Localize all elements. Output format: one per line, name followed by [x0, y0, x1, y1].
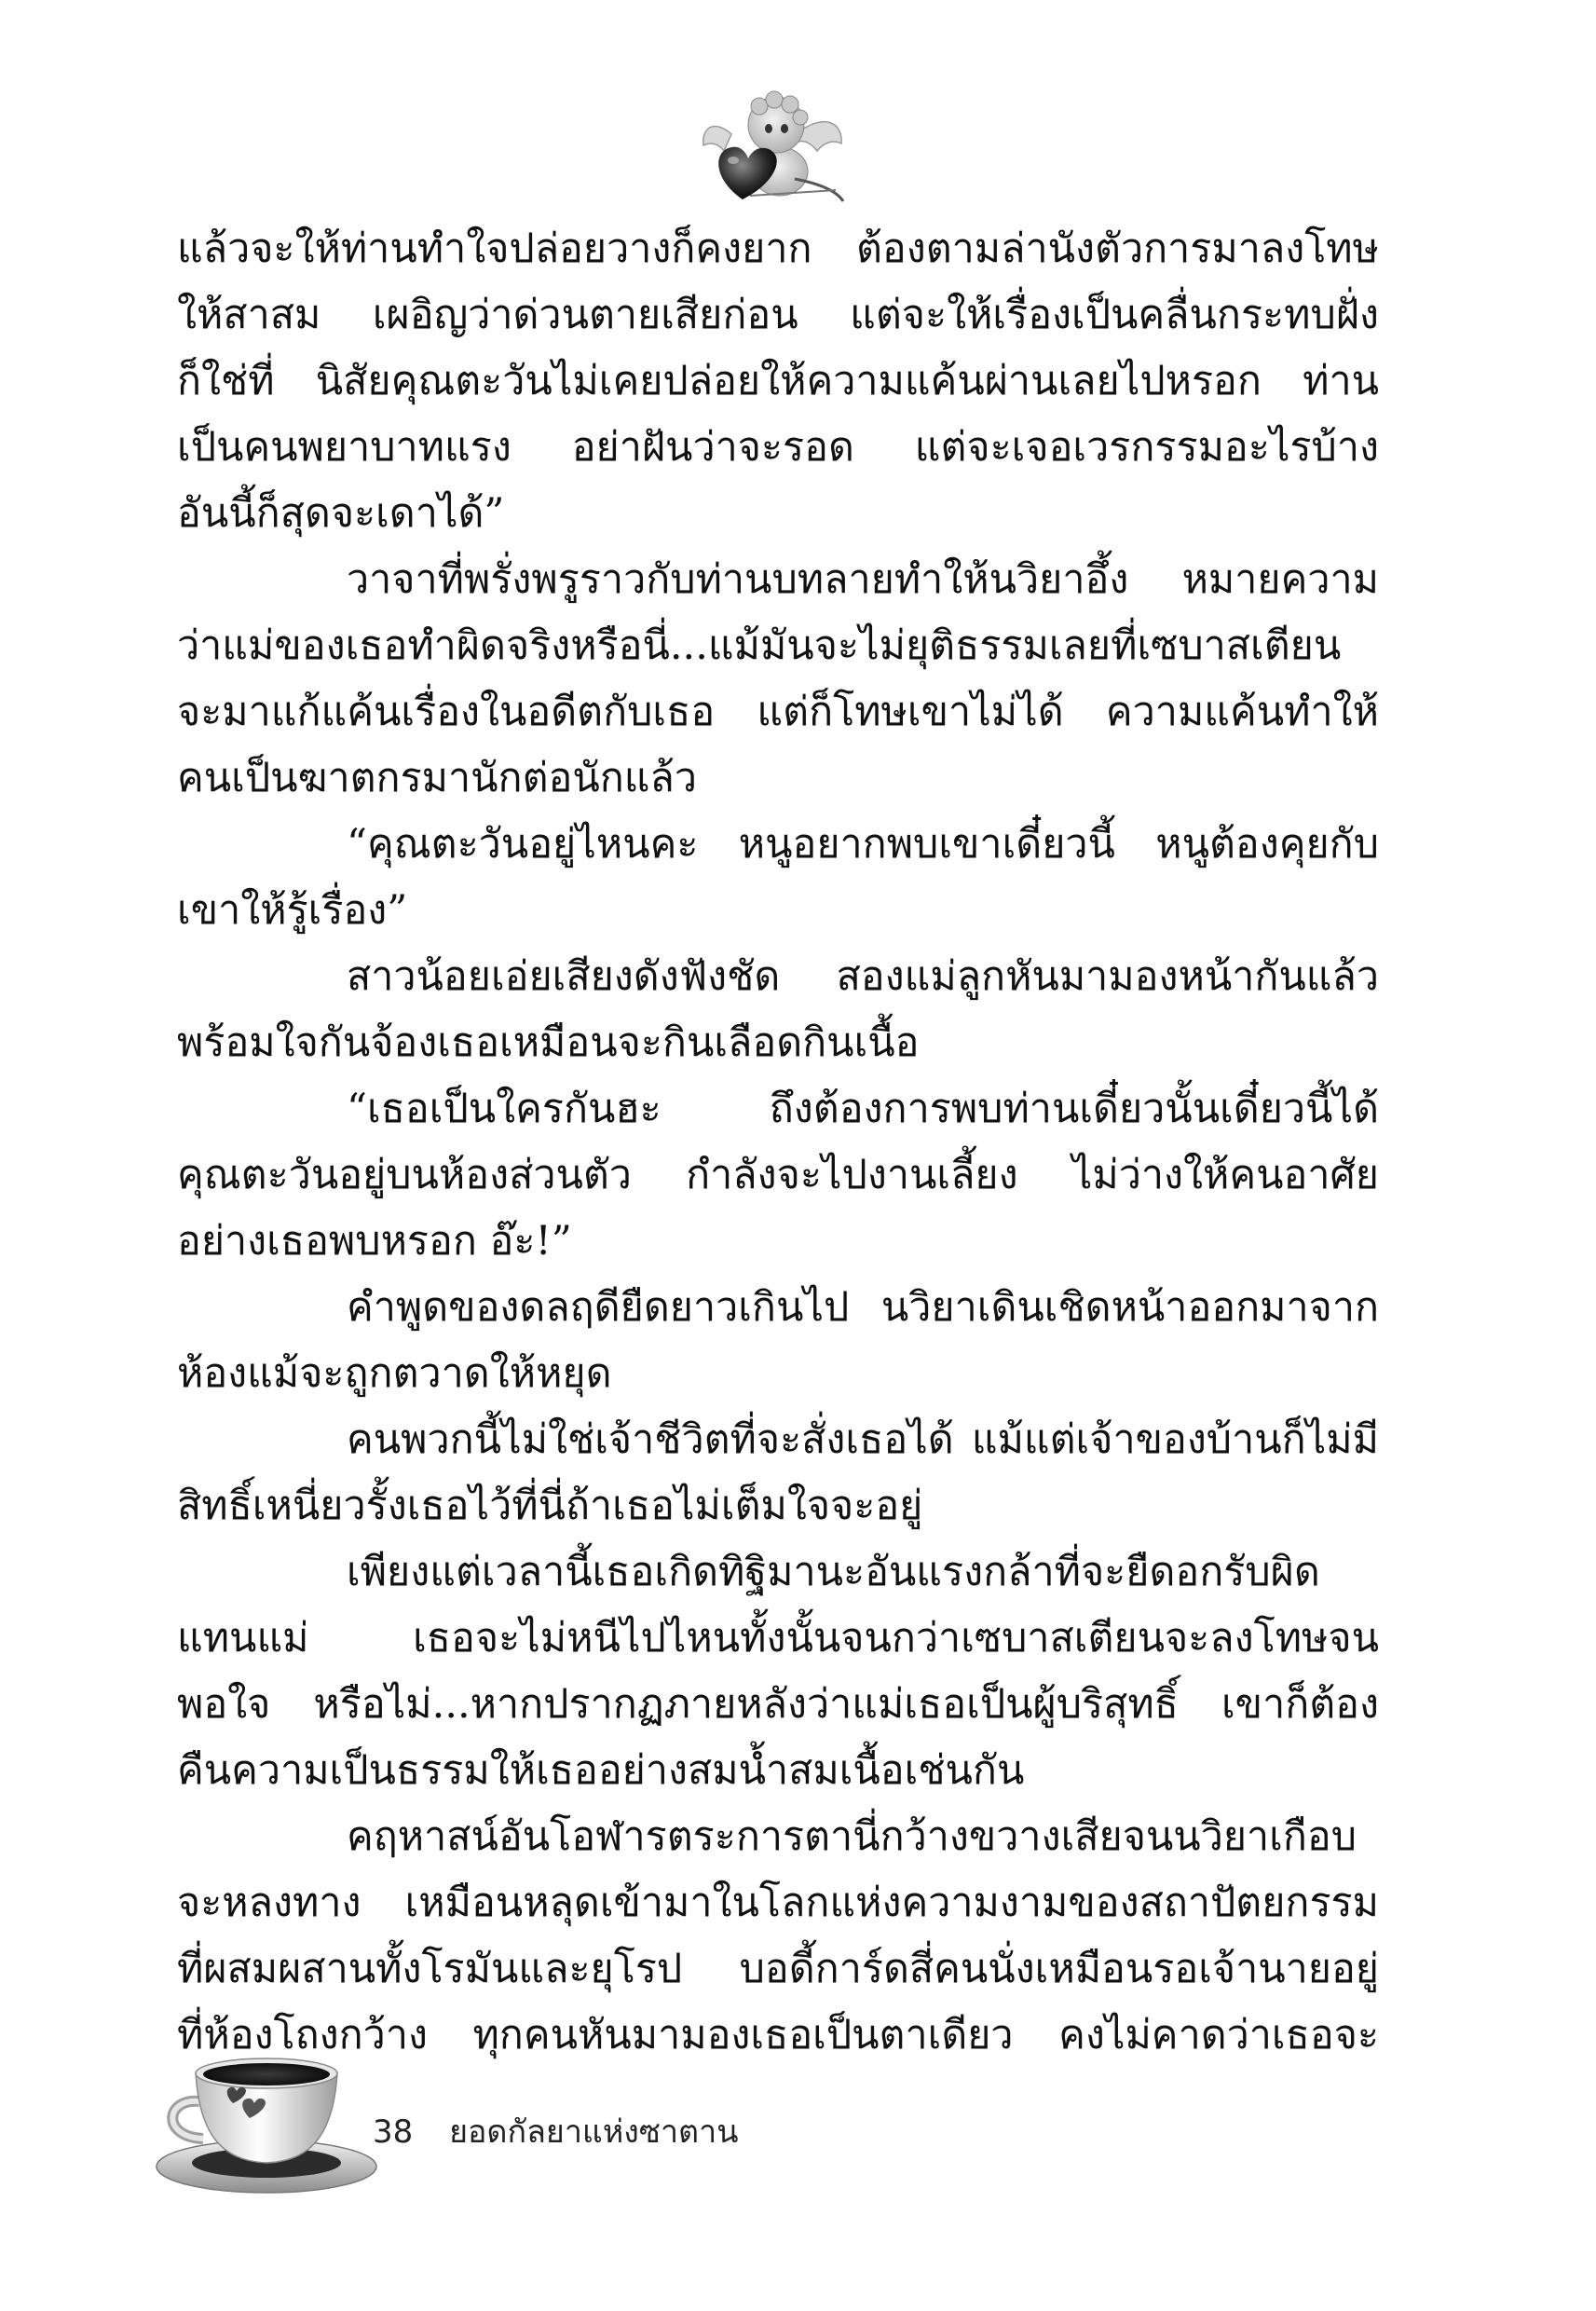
text-line: สาวน้อยเอ่ยเสียงดังฟังชัด สองแม่ลูกหันมามองหน้ากันแล้ว [347, 953, 1379, 1000]
text-line: คฤหาสน์อันโอฬารตระการตานี่กว้างขวางเสียจนนวิยาเกือบ [347, 1813, 1357, 1860]
text-line: แล้วจะให้ท่านทำใจปล่อยวางก็คงยาก ต้องตามล่านังตัวการมาลงโทษ [177, 226, 1379, 272]
text-line: ว่าแม่ของเธอทำผิดจริงหรือนี่...แม้มันจะไม่ยุติธรรมเลยที่เซบาสเตียน [177, 622, 1342, 669]
text-line: ก็ใช่ที่ นิสัยคุณตะวันไม่เคยปล่อยให้ความแค้นผ่านเลยไปหรอก ท่าน [177, 358, 1379, 404]
text-line: “เธอเป็นใครกันฮะ ถึงต้องการพบท่านเดี๋ยวนั้นเดี๋ยวนี้ได้ [347, 1086, 1379, 1132]
text-line: สิทธิ์เหนี่ยวรั้งเธอไว้ที่นี่ถ้าเธอไม่เต็มใจจะอยู่ [177, 1483, 923, 1529]
text-line: เขาให้รู้เรื่อง” [177, 887, 408, 934]
text-line: พอใจ หรือไม่...หากปรากฏภายหลังว่าแม่เธอเป็นผู้บริสุทธิ์ เขาก็ต้อง [177, 1681, 1379, 1728]
text-line: ให้สาสม เผอิญว่าด่วนตายเสียก่อน แต่จะให้เรื่องเป็นคลื่นกระทบฝั่ง [177, 292, 1379, 338]
book-title: ยอดกัลยาแห่งซาตาน [449, 2113, 739, 2151]
page-number: 38 [373, 2113, 414, 2151]
text-line: ที่ผสมผสานทั้งโรมันและยุโรป บอดี้การ์ดสี่คนนั่งเหมือนรอเจ้านายอยู่ [177, 1946, 1379, 1992]
cupid-heart-icon [694, 86, 853, 209]
page-footer [373, 2104, 738, 2160]
text-line: ห้องแม้จะถูกตวาดให้หยุด [177, 1350, 612, 1397]
text-line: พร้อมใจกันจ้องเธอเหมือนจะกินเลือดกินเนื้อ [177, 1019, 920, 1066]
coffee-cup-hearts-icon [147, 2036, 380, 2199]
text-line: เพียงแต่เวลานี้เธอเกิดทิฐิมานะอันแรงกล้าที่จะยืดอกรับผิด [347, 1549, 1320, 1595]
page-body [177, 216, 1379, 2058]
text-line: คนเป็นฆาตกรมานักต่อนักแล้ว [177, 755, 697, 801]
text-line: คำพูดของดลฤดียืดยาวเกินไป นวิยาเดินเชิดหน้าออกมาจาก [347, 1284, 1379, 1331]
text-line: อย่างเธอพบหรอก อ๊ะ!” [177, 1218, 572, 1265]
text-line: คนพวกนี้ไม่ใช่เจ้าชีวิตที่จะสั่งเธอได้ แม้แต่เจ้าของบ้านก็ไม่มี [347, 1416, 1379, 1463]
text-line: “คุณตะวันอยู่ไหนคะ หนูอยากพบเขาเดี๋ยวนี้ หนูต้องคุยกับ [347, 821, 1379, 868]
text-line: คุณตะวันอยู่บนห้องส่วนตัว กำลังจะไปงานเลี้ยง ไม่ว่างให้คนอาศัย [177, 1152, 1379, 1198]
text-line: แทนแม่ เธอจะไม่หนีไปไหนทั้งนั้นจนกว่าเซบาสเตียนจะลงโทษจน [177, 1615, 1379, 1661]
text-line: จะมาแก้แค้นเรื่องในอดีตกับเธอ แต่ก็โทษเขาไม่ได้ ความแค้นทำให้ [177, 689, 1379, 735]
text-line: คืนความเป็นธรรมให้เธออย่างสมน้ำสมเนื้อเช่นกัน [177, 1747, 1025, 1794]
text-line: ที่ห้องโถงกว้าง ทุกคนหันมามองเธอเป็นตาเดียว คงไม่คาดว่าเธอจะ [177, 2012, 1379, 2058]
text-line: วาจาที่พรั่งพรูราวกับท่านบทลายทำให้นวิยาอึ้ง หมายความ [347, 556, 1379, 603]
text-line: เป็นคนพยาบาทแรง อย่าฝันว่าจะรอด แต่จะเจอเวรกรรมอะไรบ้าง [177, 424, 1379, 471]
text-line: อันนี้ก็สุดจะเดาได้” [177, 490, 505, 537]
text-line: จะหลงทาง เหมือนหลุดเข้ามาในโลกแห่งความงามของสถาปัตยกรรม [177, 1880, 1379, 1926]
